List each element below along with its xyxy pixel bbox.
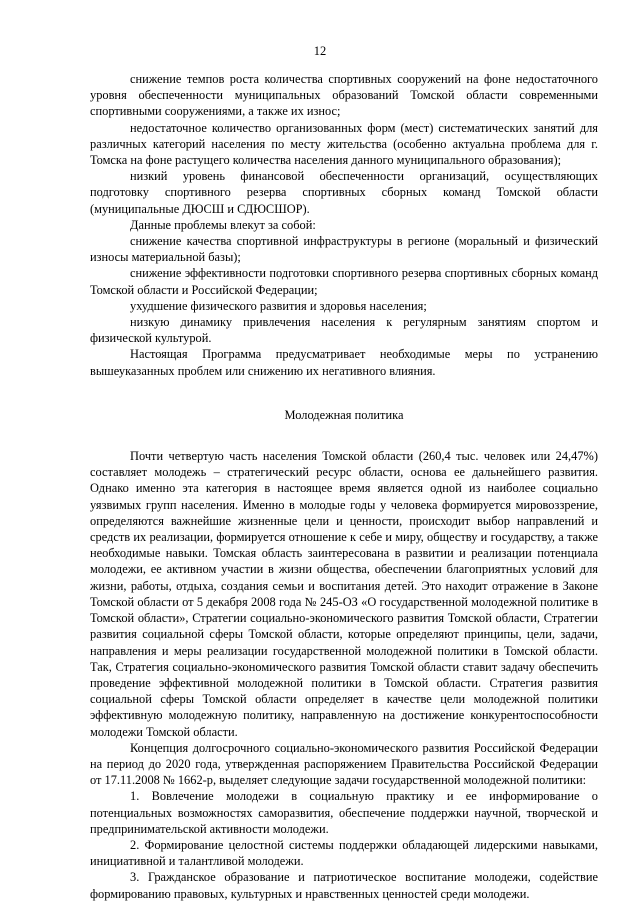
paragraph: низкий уровень финансовой обеспеченности организаций, осуществляющих подготовку спортивного резерва спортивных сборных команд Томской области (муниципальные ДЮСШ и СДЮСШОР). <box>90 169 598 216</box>
paragraph: Концепция долгосрочного социально-экономического развития Российской Федерации на период до 2020 года, утвержденная распоряжением Правительства Российской Федерации от 17.11.2008 № 1662-р, выделяет следующие задачи государственной молодежной политики: <box>90 740 598 788</box>
paragraph: 3. Гражданское образование и патриотическое воспитание молодежи, содействие формированию правовых, культурных и нравственных ценностей среди молодежи. <box>90 870 598 901</box>
page-content <box>90 71 598 902</box>
paragraph: недостаточное количество организованных форм (мест) систематических занятий для различных категорий населения по месту жительства (особенно актуальна проблема для г. Томска на фоне растущего количества населения данного муниципального образования); <box>90 120 598 168</box>
paragraph: снижение эффективности подготовки спортивного резерва спортивных сборных команд Томской области и Российской Федерации; <box>90 266 598 297</box>
paragraph: Настоящая Программа предусматривает необходимые меры по устранению вышеуказанных проблем или снижению их негативного влияния. <box>90 347 598 378</box>
paragraph: Почти четвертую часть населения Томской области (260,4 тыс. человек или 24,47%) составляет молодежь – стратегический ресурс области, основа ее дальнейшего развития. Однако именно эта категория в настоящее время является одной из наиболее социально уязвимых групп населения. Именно в молодые годы у человека формируется мировоззрение, определяются важнейшие жизненные цели и ценности, происходит выбор направлений и средств их реализации, формируется отношение к себе и миру, обществу и государству, а также необходимые навыки. Томская область заинтересована в развитии и реализации потенциала молодежи, ее активном участии в жизни общества, обеспечении благоприятных условий для жизни, работы, отдыха, создания семьи и воспитания детей. Это находит отражение в Законе Томской области от 5 декабря 2008 года № 245-ОЗ «О государственной молодежной политике в Томской области», Стратегии социально-экономического развития Томской области, Стратегии развития социальной сферы Томской области, которые определяют принципы, цели, задачи, направления и меры реализации государственной молодежной политики в Томской области. Так, Стратегия социально-экономического развития Томской области ставит задачу обеспечить проведение эффективной молодежной политики в Томской области. Стратегия развития социальной сферы Томской области определяет в качестве цели молодежной политики эффективную молодежную политику, направленную на достижение конкурентоспособности молодежи Томской области. <box>90 449 598 739</box>
paragraph: снижение качества спортивной инфраструктуры в регионе (моральный и физический износы материальной базы); <box>90 234 598 265</box>
section-heading: Молодежная политика <box>284 407 404 422</box>
paragraph: низкую динамику привлечения населения к регулярным занятиям спортом и физической культурой. <box>90 315 598 346</box>
paragraph: Данные проблемы влекут за собой: <box>130 217 316 232</box>
paragraph: 2. Формирование целостной системы поддержки обладающей лидерскими навыками, инициативной и талантливой молодежи. <box>90 837 598 869</box>
paragraph: 1. Вовлечение молодежи в социальную практику и ее информирование о потенциальных возможностях саморазвития, обеспечение поддержки научной, творческой и предпринимательской активности молодежи. <box>90 789 598 836</box>
paragraph: снижение темпов роста количества спортивных сооружений на фоне недостаточного уровня обеспеченности муниципальных образований Томской области современными спортивными сооружениями, а также их износ; <box>90 72 598 119</box>
paragraph: ухудшение физического развития и здоровья населения; <box>130 298 427 313</box>
page-number: 12 <box>313 44 327 58</box>
